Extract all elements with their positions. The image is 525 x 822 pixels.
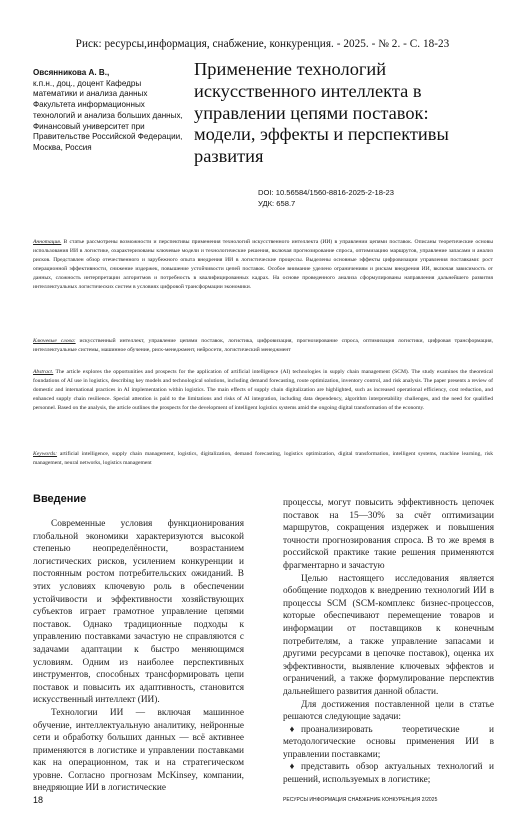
keywords-en-text: artificial intelligence, supply chain management, logistics, digitalization, demand forecasting, logistics optimization, digital transformation, intelligent systems, machine learning, risk management, neural networks, logistics management — [33, 451, 493, 467]
doi: DOI: 10.56584/1560-8816-2025-2-18-23 — [258, 188, 394, 197]
paragraph: Современные условия функционирования глобальной экономики характеризуются высокой степенью неопределённости, возрастанием логистических рисков, усилением конкуренции и постоянным ростом потребительских ожиданий. В этих условиях ключевую роль в обеспечении устойчивости и эффективности хозяйствующих субъектов играет грамотное управление цепями поставок. Однако традиционные подходы к управлению поставками зачастую не справляются с задачами адаптации к быстро меняющимся условиям. Одним из наиболее перспективных инструментов, способных трансформировать цепи поставок и повысить их адаптивность, становится искусственный интеллект (ИИ). — [33, 519, 244, 706]
footer-title: РЕСУРСЫ ИНФОРМАЦИЯ СНАБЖЕНИЕ КОНКУРЕНЦИЯ 2/2025 — [283, 797, 438, 803]
annotation-ru — [33, 238, 493, 293]
journal-header: Риск: ресурсы,информация, снабжение, конкуренция. - 2025. - № 2. - С. 18-23 — [75, 38, 450, 50]
paragraph: Технологии ИИ — включая машинное обучение, интеллектуальную аналитику, нейронные сети и обработку больших данных — всё активнее применяются в логистике и управлении поставками как на операционном, так и на стратегическом уровне. Согласно прогнозам McKinsey, компании, внедряющие ИИ в логистические — [33, 707, 244, 794]
abstract-en-text: The article explores the opportunities and prospects for the application of artificial intelligence (AI) technologies in supply chain management (SCM). The study examines the theoretical foundations of AI use in logistics, describing key models and technological solutions, including demand forecasting, route optimization, inventory control, and risk analysis. The paper presents a review of domestic and international practices in AI implementation within logistics. The main effects of supply chain digitalization are highlighted, such as increased operational efficiency, cost reduction, and enhanced supply chain resilience. Special attention is paid to the limitations and risks of AI integration, including data dependency, algorithm interpretability challenges, and the need for qualified personnel. Based on the analysis, the article outlines the prospects for the development of intelligent logistics systems amid the ongoing digital transformation of the economy. — [33, 369, 493, 412]
annotation-label: Аннотация. — [33, 239, 62, 245]
list-item-text: представить обзор актуальных технологий и решений, используемых в логистике; — [283, 762, 494, 786]
author-name: Овсянникова А. В., — [33, 68, 110, 77]
article-title: Применение технологий искусственного интеллекта в управлении цепями поставок: модели, эффекты и перспективы развития — [194, 59, 449, 167]
keywords-en — [33, 450, 493, 468]
author-block — [33, 68, 185, 154]
diamond-bullet-icon: ♦ — [289, 724, 295, 735]
doi-block — [258, 187, 394, 209]
diamond-bullet-icon: ♦ — [289, 762, 295, 773]
keywords-ru-label: Ключевые слова: — [33, 338, 76, 344]
abstract-en — [33, 368, 493, 413]
list-item-text: проанализировать теоретические и методологические основы применения ИИ в управлении поставками; — [283, 724, 494, 760]
paragraph: Для достижения поставленной цели в статье решаются следующие задачи: — [283, 699, 494, 723]
paragraph: Целью настоящего исследования является обобщение подходов к внедрению технологий ИИ в процессы SCM (SCM-комплекс бизнес-процессов, которые обеспечивают перемещение товаров и информации от поставщиков к конечным потребителям, а также управление запасами и другими ресурсами в цепочке поставок), оценка их эффективности, выявление ключевых эффектов и ограничений, а также формулирование перспектив дальнейшего развития данной области. — [283, 573, 494, 697]
left-column — [33, 518, 244, 795]
annotation-text: В статье рассмотрены возможности и перспективы применения технологий искусственного интеллекта (ИИ) в управлении цепями поставок. Описаны теоретические основы использования ИИ в логистике, охарактеризованы ключевые модели и технологические решения, включая прогнозирование спроса, оптимизацию маршрутов, управление запасами и анализ рисков. Представлен обзор отечественного и зарубежного опыта внедрения ИИ в логистические процессы. Выделены основные эффекты цифровизации управления поставками: рост операционной эффективности, снижение издержек, повышение устойчивости цепей поставок. Особое внимание уделено ограничениям и рискам внедрения ИИ, включая зависимость от данных, сложность интерпретации алгоритмов и потребность в квалифицированных кадрах. На основе проведенного анализа сформулированы направления дальнейшего развития интеллектуальных логистических систем в условиях цифровой трансформации экономики. — [33, 239, 493, 291]
abstract-en-label: Abstract. — [33, 369, 54, 375]
section-title: Введение — [33, 493, 87, 505]
paragraph: процессы, могут повысить эффективность цепочек поставок на 15—30% за счёт оптимизации маршрутов, сокращения издержек и повышения точности прогнозирования спроса. В то же время в российской практике такие решения применяются фрагментарно и зачастую — [283, 498, 494, 571]
list-item — [283, 761, 494, 786]
keywords-ru — [33, 337, 493, 355]
author-affiliation: к.п.н., доц., доцент Кафедры математики и анализа данных Факультета информационных технологий и анализа больших данных, Финансовый университет при Правительстве Российской Федерации, Москва, Россия — [33, 78, 183, 152]
keywords-en-label: Keywords: — [33, 451, 58, 457]
right-column — [283, 497, 494, 787]
page-number: 18 — [33, 795, 44, 805]
udk: УДК: 658.7 — [258, 199, 296, 208]
keywords-ru-text: искусственный интеллект, управление цепями поставок, логистика, цифровизация, прогнозирование спроса, оптимизация логистики, цифровая трансформация, интеллектуальные системы, машинное обучение, риск-менеджмент, нейросети, логистический менеджмент — [33, 338, 493, 354]
list-item — [283, 724, 494, 762]
